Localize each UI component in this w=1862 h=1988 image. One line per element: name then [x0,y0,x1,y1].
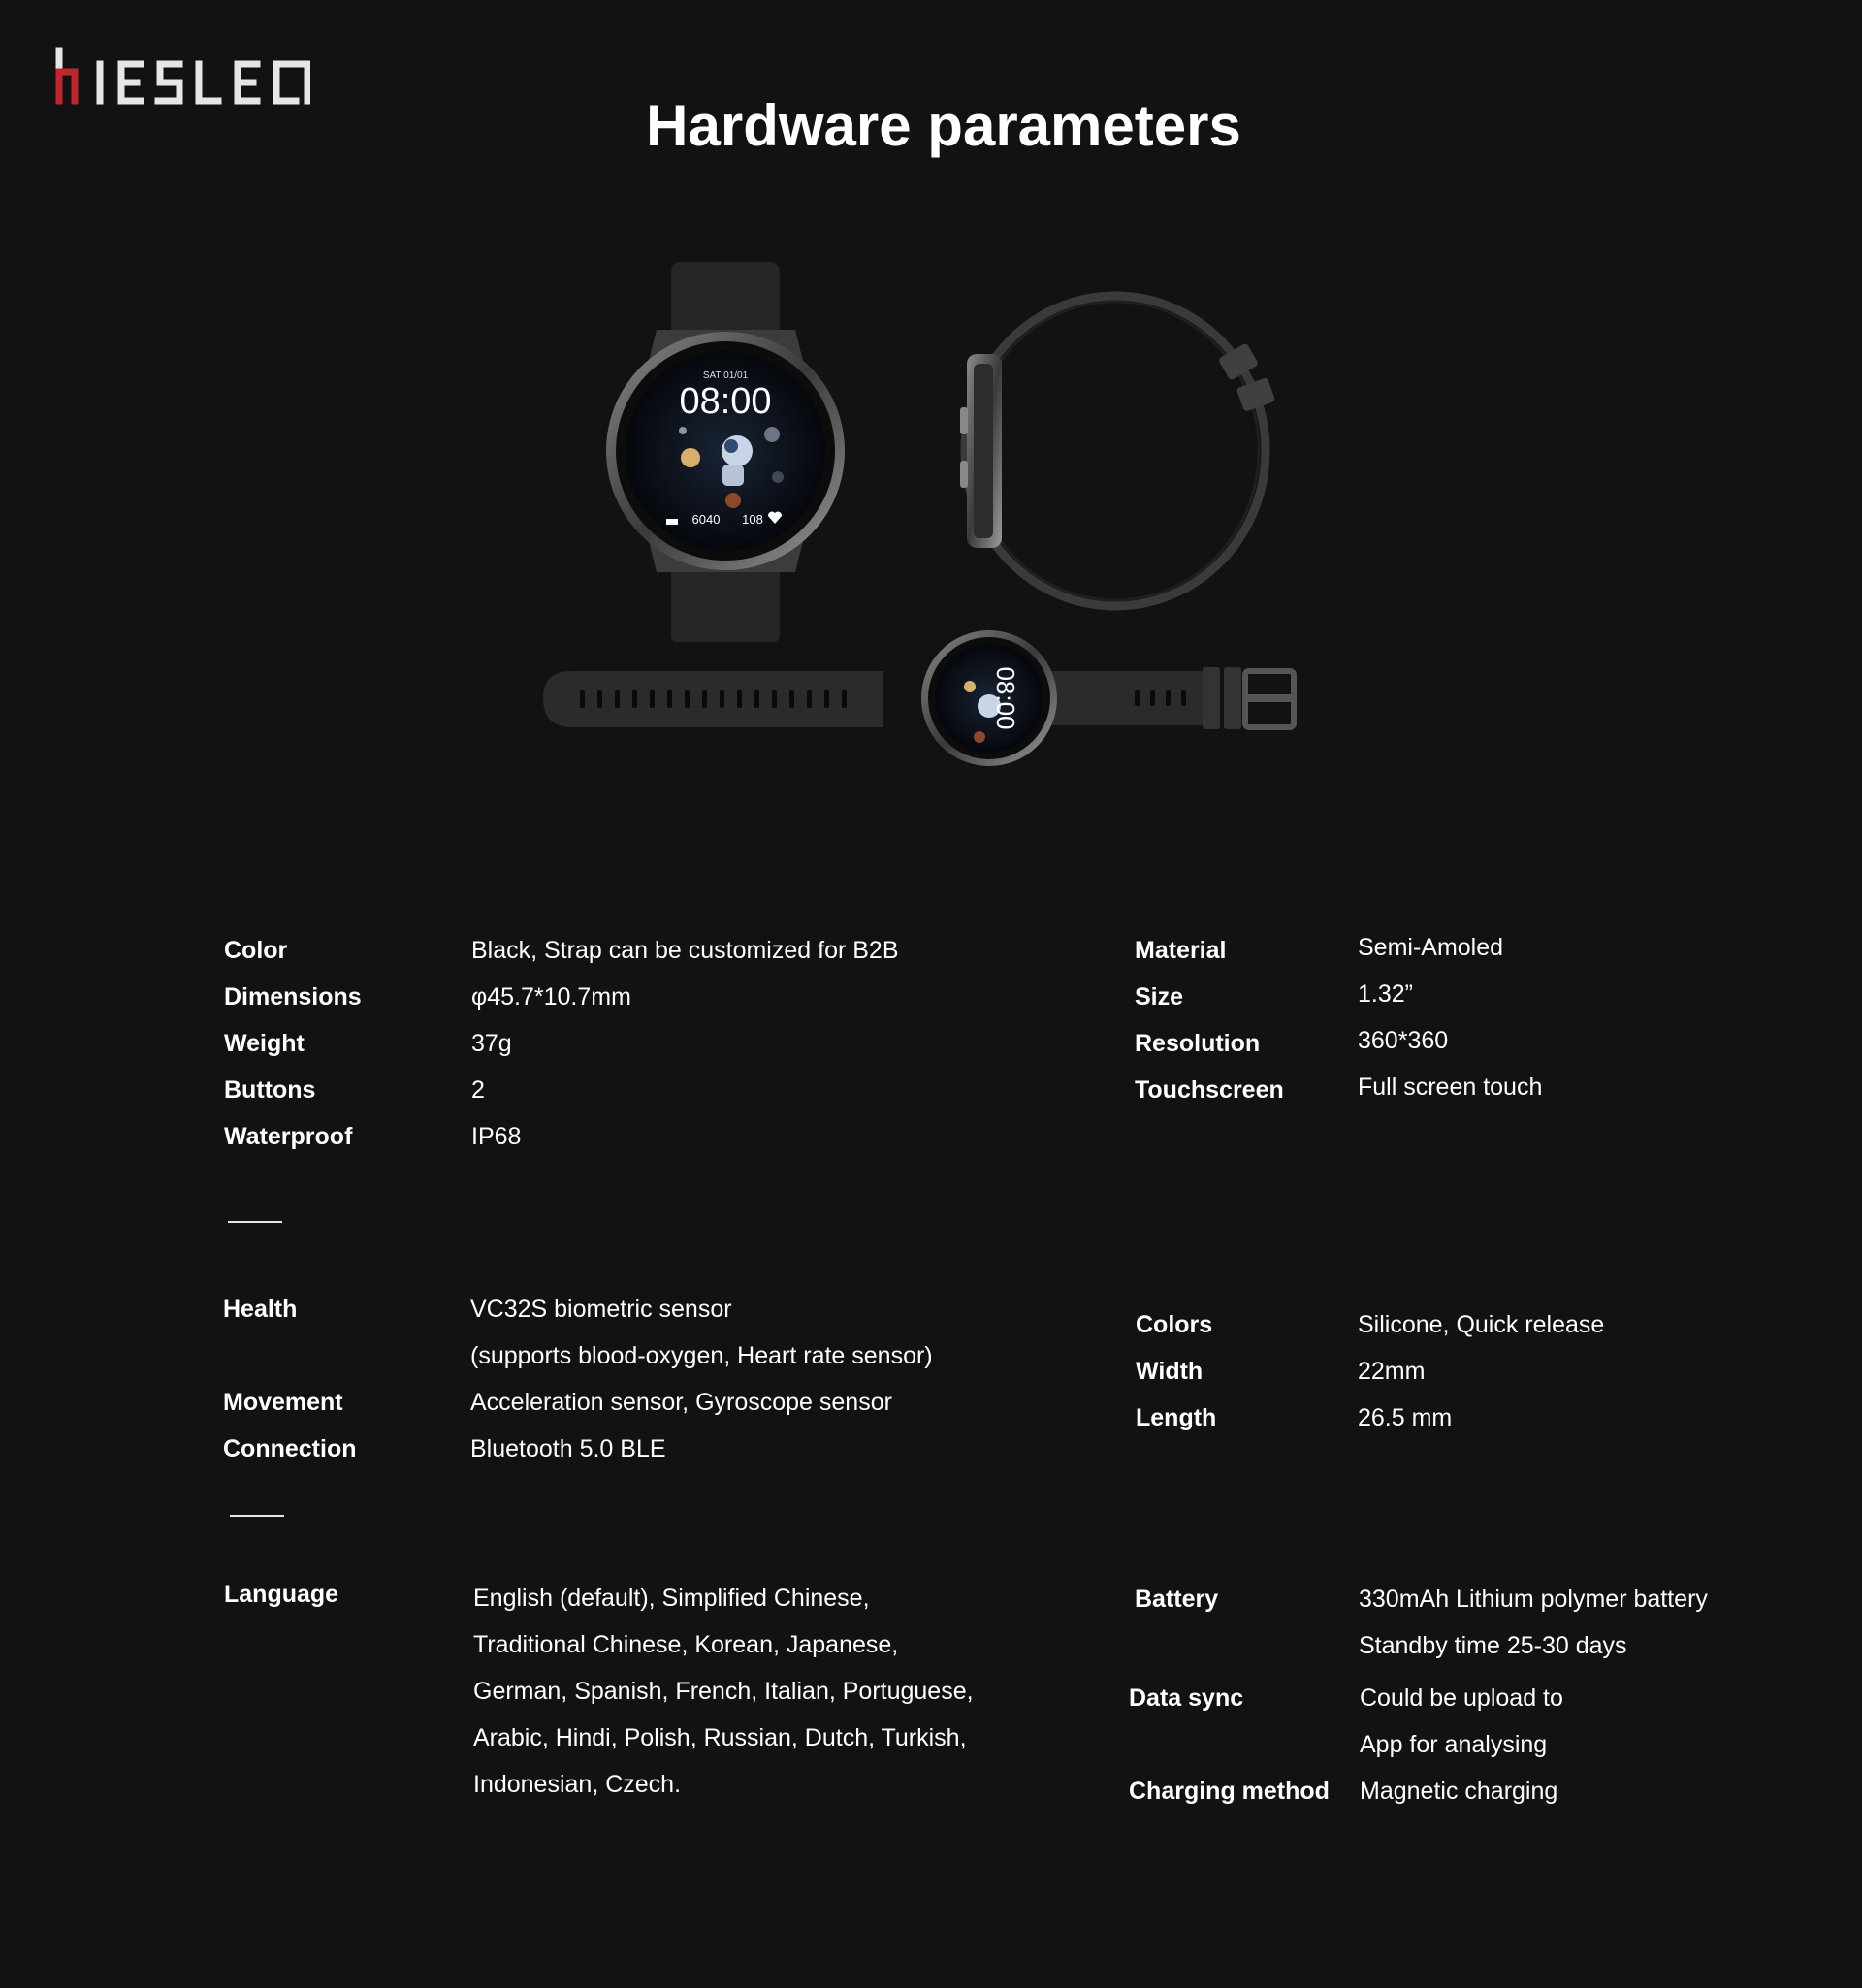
spec-label: Waterproof [224,1123,353,1150]
watch-side [960,296,1275,606]
spec-label: Color [224,937,288,964]
spec-label: Movement [223,1389,343,1416]
spec-value: VC32S biometric sensor [470,1296,732,1323]
watch-front [606,262,845,642]
spec-label: Width [1136,1358,1204,1385]
spec-label: Charging method [1129,1778,1330,1805]
spec-value: Magnetic charging [1360,1778,1558,1805]
language-line: Arabic, Hindi, Polish, Russian, Dutch, Turkish, [473,1724,967,1751]
spec-label: Dimensions [224,983,362,1010]
spec-label: Connection [223,1435,357,1462]
spec-value: 330mAh Lithium polymer battery [1359,1586,1708,1613]
spec-label: Length [1136,1404,1217,1431]
page-title: Hardware parameters [646,93,1241,158]
spec-label: Resolution [1135,1030,1261,1057]
language-line: German, Spanish, French, Italian, Portuguese, [473,1678,974,1705]
spec-value-line2: Standby time 25-30 days [1359,1632,1627,1659]
spec-label: Touchscreen [1135,1076,1284,1104]
spec-value: φ45.7*10.7mm [471,983,631,1010]
spec-value: 37g [471,1030,512,1057]
spec-value: 1.32” [1358,980,1413,1008]
spec-value: 360*360 [1358,1027,1449,1054]
spec-value-line2: App for analysing [1360,1731,1548,1758]
spec-value-line2: (supports blood-oxygen, Heart rate sensor) [470,1342,933,1369]
section-divider [228,1221,282,1223]
language-line: Traditional Chinese, Korean, Japanese, [473,1631,899,1658]
spec-value: Could be upload to [1360,1684,1563,1712]
language-line: Indonesian, Czech. [473,1771,682,1798]
product-images [524,252,1358,805]
watch-date: SAT 01/01 [702,370,749,381]
spec-value: Silicone, Quick release [1358,1311,1605,1338]
spec-label: Weight [224,1030,305,1057]
spec-value: 22mm [1358,1358,1426,1385]
watch-heart-rate: 108 [742,512,763,527]
spec-value: 2 [471,1076,485,1104]
watch-flat [543,630,1294,766]
spec-value: Acceleration sensor, Gyroscope sensor [470,1389,892,1416]
spec-label: Battery [1135,1586,1219,1613]
spec-value: IP68 [471,1123,522,1150]
watch-flat-time: 08:00 [991,666,1020,730]
spec-label: Size [1135,983,1184,1010]
spec-value: 26.5 mm [1358,1404,1453,1431]
spec-value: Full screen touch [1358,1074,1543,1101]
spec-label: Buttons [224,1076,316,1104]
spec-label: Material [1135,937,1227,964]
spec-label: Language [224,1581,339,1608]
spec-value: Black, Strap can be customized for B2B [471,937,899,964]
watch-steps: 6040 [691,512,721,527]
section-divider [230,1515,284,1517]
watch-time: 08:00 [679,381,772,422]
spec-value: Semi-Amoled [1358,934,1504,961]
spec-label: Health [223,1296,298,1323]
spec-label: Data sync [1129,1684,1244,1712]
spec-value: Bluetooth 5.0 BLE [470,1435,666,1462]
language-line: English (default), Simplified Chinese, [473,1585,870,1612]
spec-label: Colors [1136,1311,1213,1338]
shoe-icon [666,519,678,525]
